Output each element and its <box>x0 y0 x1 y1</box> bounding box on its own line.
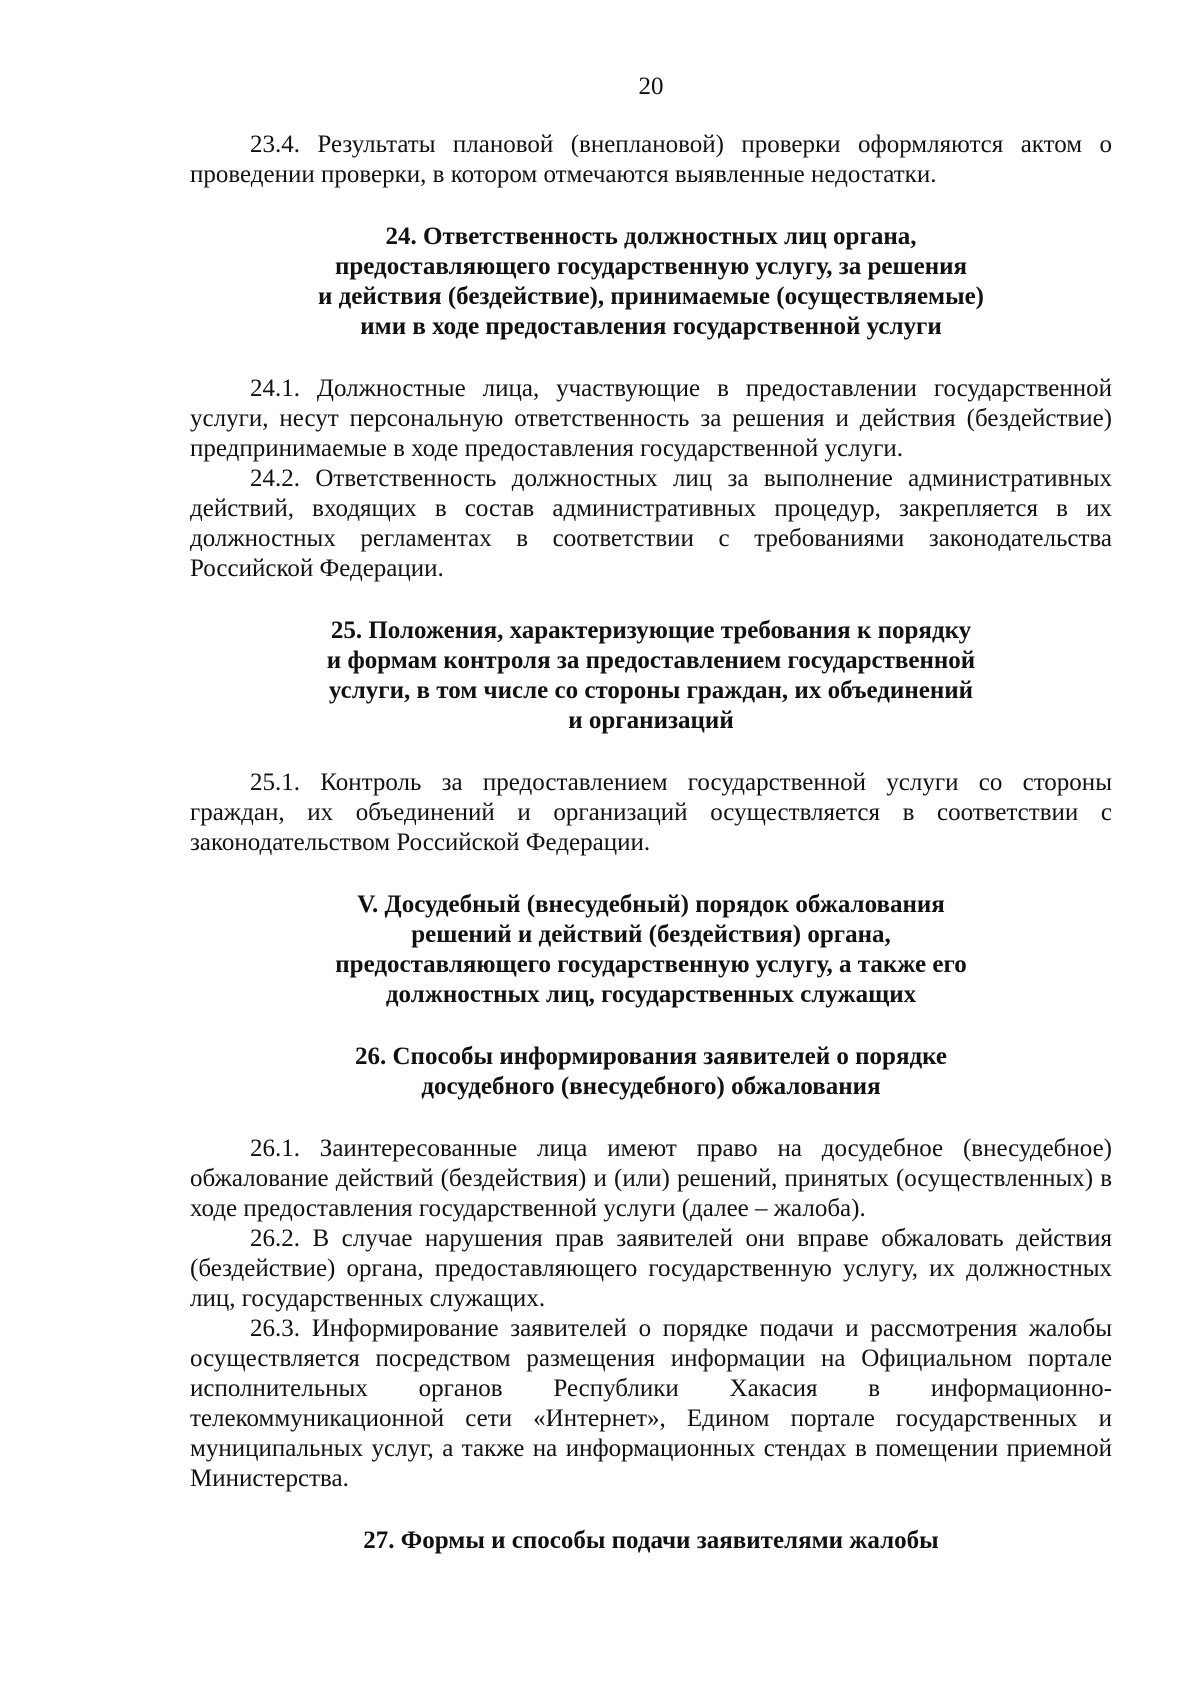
heading-chapter-v <box>190 890 1112 1010</box>
heading-line: должностных лиц, государственных служащих <box>385 981 917 1008</box>
heading-line: и организаций <box>568 707 734 734</box>
paragraph-25-1: 25.1. Контроль за предоставлением государственной услуги со стороны граждан, их объединений и организаций осуществляется в соответствии с законодательством Российской Федерации. <box>190 769 1112 856</box>
heading-line: досудебного (внесудебного) обжалования <box>421 1073 881 1100</box>
heading-line: 24. Ответственность должностных лиц органа, <box>385 223 917 250</box>
paragraph-26-2: 26.2. В случае нарушения прав заявителей они вправе обжаловать действия (бездействие) органа, предоставляющего государственную услугу, их должностных лиц, государственных служащих. <box>190 1225 1112 1312</box>
heading-section-26 <box>190 1042 1112 1102</box>
heading-section-25 <box>190 616 1112 736</box>
heading-line: ими в ходе предоставления государственной услуги <box>360 313 942 340</box>
paragraph-26-3: 26.3. Информирование заявителей о порядке подачи и рассмотрения жалобы осуществляется посредством размещения информации на Официальном портале исполнительных органов Республики Хакасия в информационно-телекоммуникационной сети «Интернет», Едином портале государственных и муниципальных услуг, а также на информационных стендах в помещении приемной Министерства. <box>190 1315 1112 1492</box>
heading-line: 25. Положения, характеризующие требования к порядку <box>330 617 972 644</box>
paragraph-24-1: 24.1. Должностные лица, участвующие в предоставлении государственной услуги, несут персональную ответственность за решения и действия (бездействие) предпринимаемые в ходе предоставления государственной услуги. <box>190 375 1112 462</box>
heading-line: 27. Формы и способы подачи заявителями жалобы <box>363 1527 939 1554</box>
heading-line: услуги, в том числе со стороны граждан, их объединений <box>328 677 974 704</box>
heading-line: V. Досудебный (внесудебный) порядок обжалования <box>357 891 945 918</box>
heading-section-27 <box>190 1526 1112 1556</box>
document-content <box>190 130 1112 1556</box>
heading-line: предоставляющего государственную услугу, а также его <box>335 951 967 978</box>
paragraph-26-1: 26.1. Заинтересованные лица имеют право на досудебное (внесудебное) обжалование действий (бездействия) и (или) решений, принятых (осуществленных) в ходе предоставления государственной услуги (далее – жалоба). <box>190 1135 1112 1222</box>
paragraph-24-2: 24.2. Ответственность должностных лиц за выполнение административных действий, входящих в состав административных процедур, закрепляется в их должностных регламентах в соответствии с требованиями законодательства Российской Федерации. <box>190 465 1112 582</box>
heading-line: решений и действий (бездействия) органа, <box>411 921 891 948</box>
heading-line: и формам контроля за предоставлением государственной <box>326 647 976 674</box>
heading-section-24 <box>190 222 1112 342</box>
heading-line: 26. Способы информирования заявителей о порядке <box>355 1043 947 1070</box>
heading-line: и действия (бездействие), принимаемые (осуществляемые) <box>317 283 985 310</box>
page-number: 20 <box>638 73 664 100</box>
paragraph-23-4: 23.4. Результаты плановой (внеплановой) проверки оформляются актом о проведении проверки, в котором отмечаются выявленные недостатки. <box>190 131 1112 188</box>
heading-line: предоставляющего государственную услугу, за решения <box>334 253 968 280</box>
